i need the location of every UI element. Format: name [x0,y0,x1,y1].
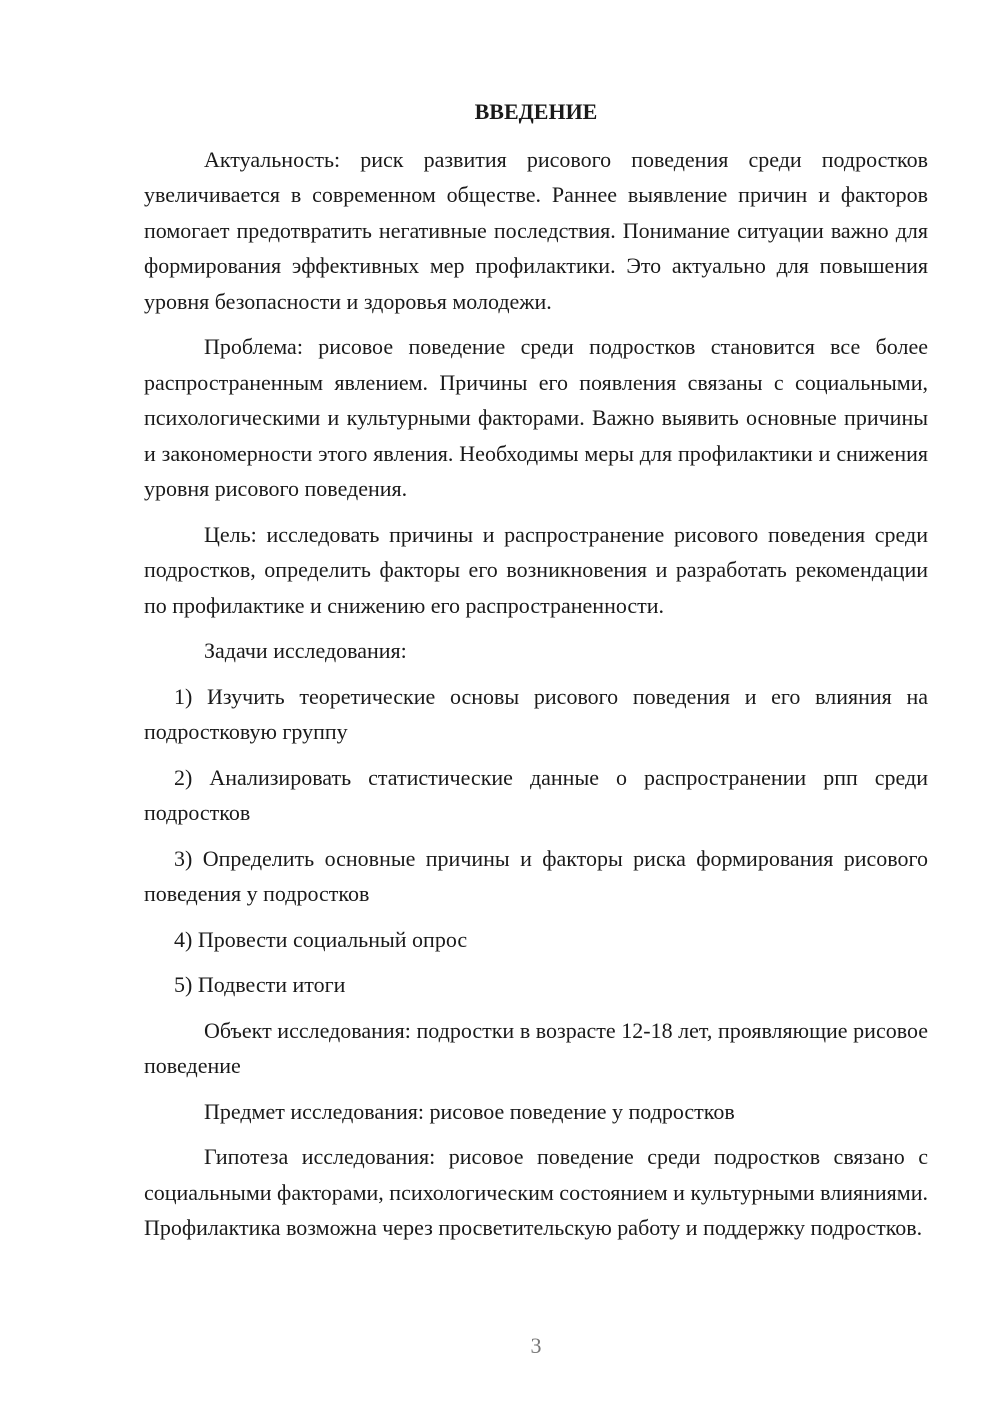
document-body [144,94,928,1256]
task-item: 5) Подвести итоги [174,972,346,997]
task-item: 1) Изучить теоретические основы рисового поведения и его влияния на подростковую группу [144,683,928,744]
task-item: 4) Провести социальный опрос [174,926,468,952]
task-item: 3) Определить основные причины и факторы риска формирования рисового поведения у подростков [144,845,928,906]
task-item: 2) Анализировать статистические данные о распространении рпп среди подростков [144,764,928,825]
subject-paragraph: Предмет исследования: рисовое поведение у подростков [204,1098,735,1124]
page-number: 3 [530,1333,542,1358]
object-paragraph: Объект исследования: подростки в возрасте 12-18 лет, проявляющие рисовое поведение [144,1017,928,1078]
problem-paragraph: Проблема: рисовое поведение среди подростков становится все более распространенным явлением. Причины его появления связаны с социальными, психологическими и культурными факторами. Важно выявить основные причины и закономерности этого явления. Необходимы меры для профилактики и снижения уровня рисового поведения. [144,334,928,501]
page-title: ВВЕДЕНИЕ [474,99,598,124]
hypothesis-paragraph: Гипотеза исследования: рисовое поведение среди подростков связано с социальными факторами, психологическим состоянием и культурными влияниями. Профилактика возможна через просветительскую работу и поддержку подростков. [144,1144,928,1240]
relevance-paragraph: Актуальность: риск развития рисового поведения среди подростков увеличивается в современном обществе. Раннее выявление причин и факторов помогает предотвратить негативные последствия. Понимание ситуации важно для формирования эффективных мер профилактики. Это актуально для повышения уровня безопасности и здоровья молодежи. [144,146,928,314]
goal-paragraph: Цель: исследовать причины и распространение рисового поведения среди подростков, определить факторы его возникновения и разработать рекомендации по профилактике и снижению его распространенности. [144,521,928,618]
tasks-heading: Задачи исследования: [204,638,407,663]
